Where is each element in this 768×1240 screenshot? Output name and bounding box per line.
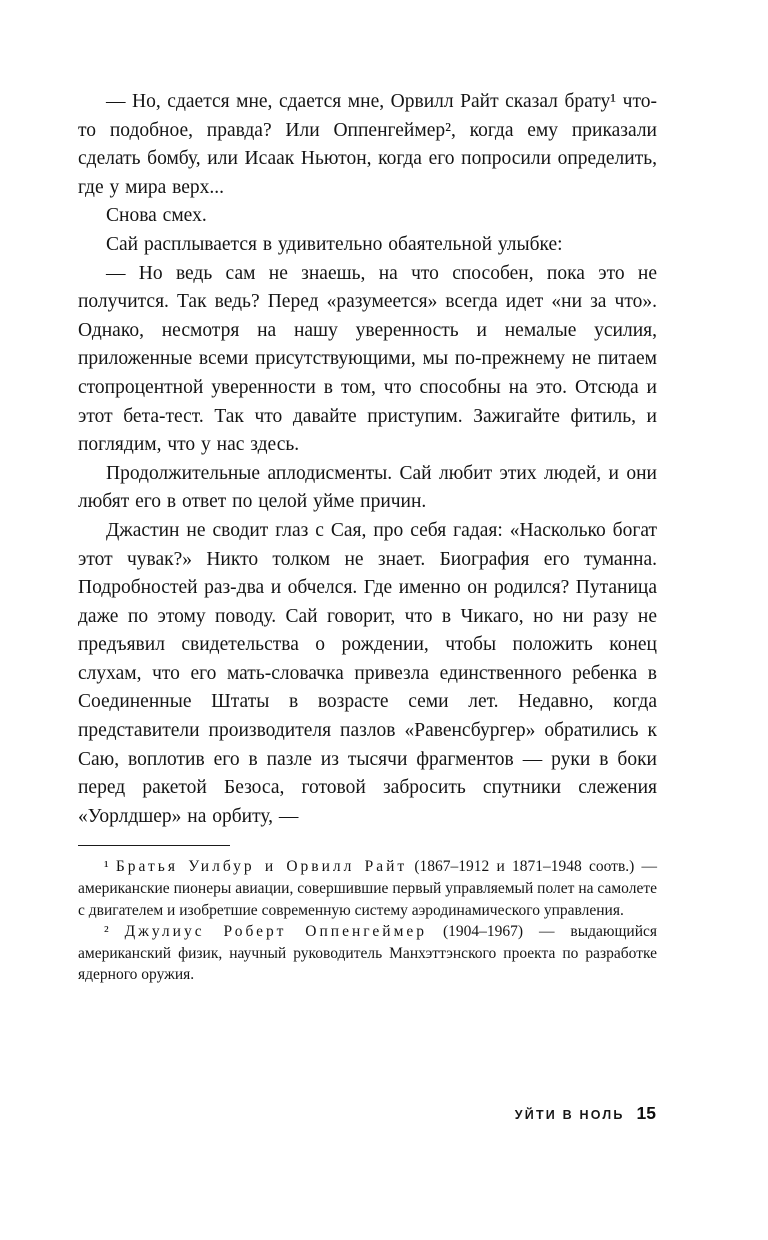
footnote bbox=[78, 856, 657, 921]
running-title: УЙТИ В НОЛЬ bbox=[514, 1108, 625, 1122]
footnote bbox=[78, 921, 657, 986]
paragraph: — Но ведь сам не знаешь, на что способен, пока это не получится. Так ведь? Перед «разумеется» всегда идет «ни за что». Однако, несмотря на нашу уверенность и немалые усилия, приложенные всеми присутствующими, мы по-прежнему не питаем стопроцентной уверенности в том, что способны на это. Отсюда и этот бета-тест. Так что давайте приступим. Зажигайте фитиль, и поглядим, что у нас здесь. bbox=[78, 262, 657, 456]
footnote-separator-rule bbox=[78, 845, 230, 846]
footnote-marker: ² bbox=[104, 923, 125, 941]
page-content bbox=[78, 88, 657, 986]
footnote-name: Джулиус Роберт Оппенгеймер bbox=[124, 923, 428, 941]
paragraph: Продолжительные аплодисменты. Сай любит этих людей, и они любят его в ответ по целой уйме причин. bbox=[78, 462, 657, 513]
main-text bbox=[78, 88, 657, 831]
footnotes-section bbox=[78, 845, 657, 986]
page-number: 15 bbox=[636, 1103, 656, 1123]
paragraph: — Но, сдается мне, сдается мне, Орвилл Райт сказал брату¹ что-то подобное, правда? Или Оппенгеймер², когда ему приказали сделать бомбу, или Исаак Ньютон, когда его попросили определить, где у мира верх... bbox=[78, 91, 657, 198]
footnote-text: (1867–1912 и 1871–1948 соотв.) — американские пионеры авиации, совершившие первый управляемый полет на самолете с двигателем и изобретшие современную систему аэродинамического управления. bbox=[78, 858, 658, 919]
footnote-text: (1904–1967) — выдающийся американский физик, научный руководитель Манхэттэнского проекта по разработке ядерного оружия. bbox=[78, 923, 658, 984]
footnote-name: Братья Уилбур и Орвилл Райт bbox=[115, 858, 408, 876]
paragraph: Снова смех. bbox=[106, 205, 207, 227]
paragraph: Джастин не сводит глаз с Сая, про себя гадая: «Насколько богат этот чувак?» Никто толком не знает. Биография его туманна. Подробностей раз-два и обчелся. Где именно он родился? Путаница даже по этому поводу. Сай говорит, что в Чикаго, но ни разу не предъявил свидетельства о рождении, чтобы положить конец слухам, что его мать-словачка привезла единственного ребенка в Соединенные Штаты в возрасте семи лет. Недавно, когда представители производителя пазлов «Равенсбургер» обратились к Саю, воплотив его в пазле из тысячи фрагментов — руки в боки перед ракетой Безоса, готовой забросить спутники слежения «Уорлдшер» на орбиту, — bbox=[78, 519, 657, 827]
paragraph: Сай расплывается в удивительно обаятельной улыбке: bbox=[106, 233, 563, 255]
footnote-marker: ¹ bbox=[104, 858, 116, 876]
page-footer bbox=[515, 1103, 656, 1124]
